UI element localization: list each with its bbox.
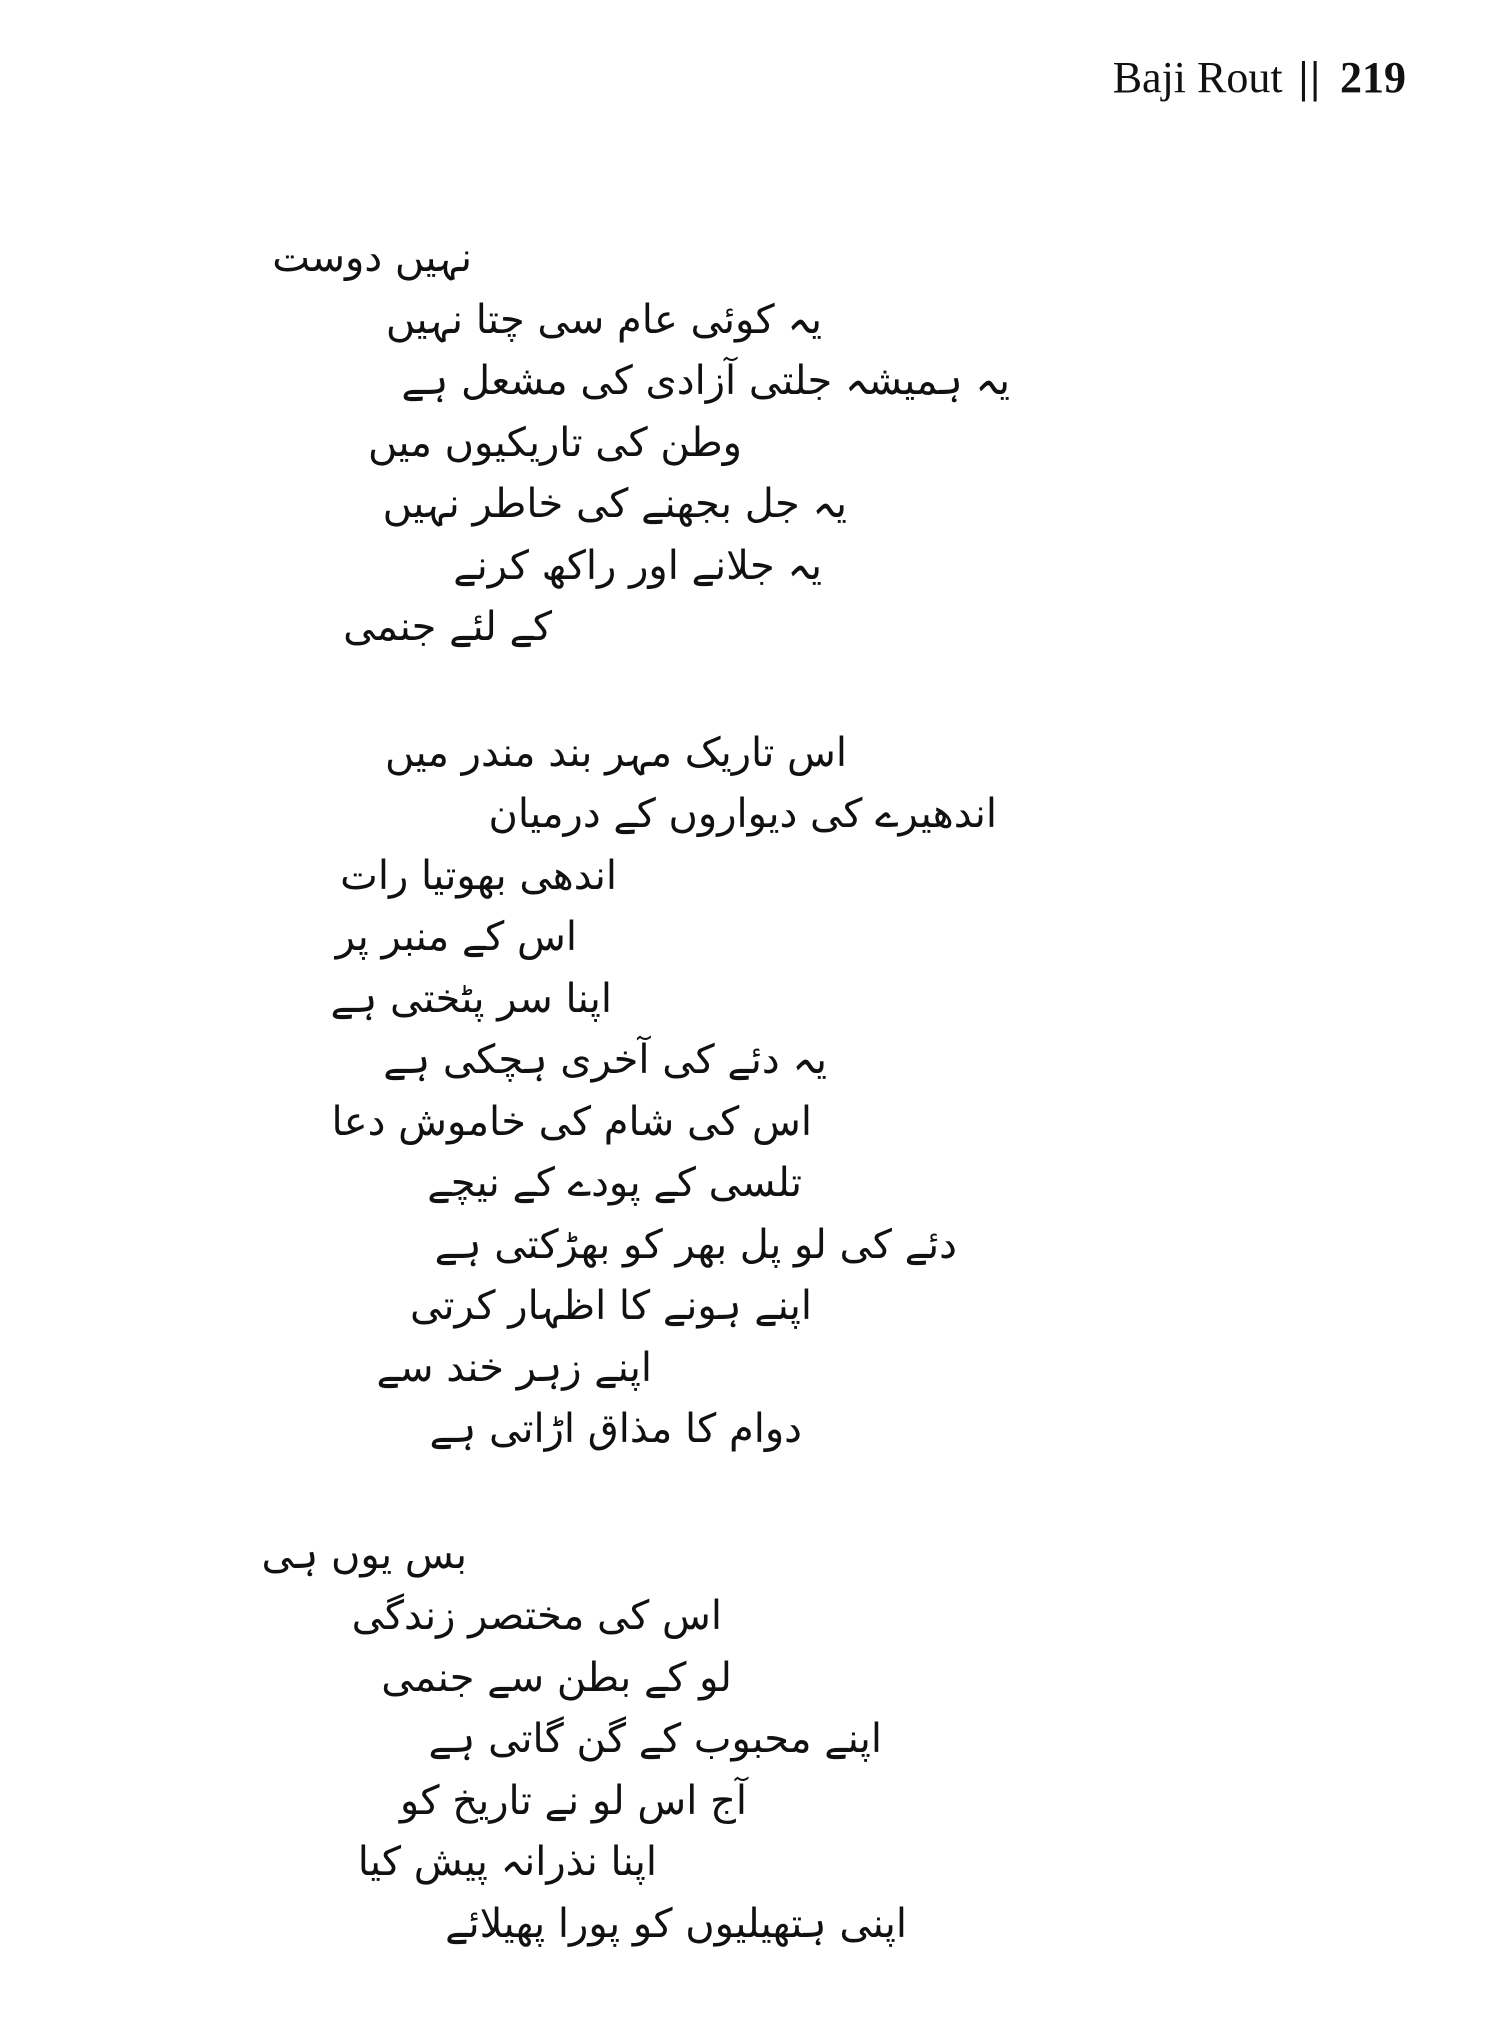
header-separator: || [1298, 53, 1322, 102]
page-number: 219 [1340, 53, 1406, 102]
poem-line: اپنے محبوب کے گن گاتی ہے [428, 1716, 882, 1762]
stanza-2 [182, 723, 1022, 1461]
poem-line: آج اس لو نے تاریخ کو [399, 1777, 747, 1824]
poem-line: یہ جل بجھنے کی خاطر نہیں [382, 481, 847, 527]
poem-line: کے لئے جنمی [343, 604, 552, 650]
poem-line: اس کی شام کی خاموش دعا [331, 1098, 812, 1145]
poem-line: اس کی مختصر زندگی [351, 1593, 722, 1639]
poem-line: یہ دئے کی آخری ہچکی ہے [383, 1037, 827, 1083]
poem-line: دوام کا مذاق اڑاتی ہے [429, 1406, 802, 1452]
poem-line: اندھی بھوتیا رات [340, 852, 617, 899]
poem-line: یہ کوئی عام سی چتا نہیں [385, 296, 822, 343]
poem-line: تلسی کے پودے کے نیچے [427, 1160, 802, 1206]
poem-line: وطن کی تاریکیوں میں [367, 419, 742, 466]
poem-line: اندھیرے کی دیواروں کے درمیان [488, 791, 997, 837]
poem-body [182, 228, 1022, 2019]
poem-line: دئے کی لو پل بھر کو بھڑکتی ہے [434, 1221, 957, 1268]
stanza-1 [182, 228, 1022, 659]
running-header [1113, 52, 1406, 103]
poem-line: بس یوں ہی [261, 1531, 467, 1578]
poem-line: اپنا سر پٹختی ہے [330, 975, 612, 1022]
poem-line: اپنی ہتھیلیوں کو پورا پھیلائے [445, 1900, 907, 1947]
poem-line: اپنے زہر خند سے [376, 1344, 652, 1391]
poem-line: یہ ہمیشہ جلتی آزادی کی مشعل ہے [401, 358, 1010, 404]
poem-line: لو کے بطن سے جنمی [381, 1654, 732, 1701]
poem-line: اس تاریک مہر بند مندر میں [385, 729, 847, 776]
poem-line: اس کے منبر پر [335, 914, 577, 960]
poem-line: نہیں دوست [272, 235, 472, 281]
poem-line: اپنا نذرانہ پیش کیا [357, 1839, 657, 1885]
poem-line: یہ جلانے اور راکھ کرنے [453, 542, 822, 589]
book-title: Baji Rout [1112, 53, 1283, 102]
stanza-3 [182, 1525, 1022, 1956]
poem-line: اپنے ہونے کا اظہار کرتی [410, 1283, 812, 1329]
